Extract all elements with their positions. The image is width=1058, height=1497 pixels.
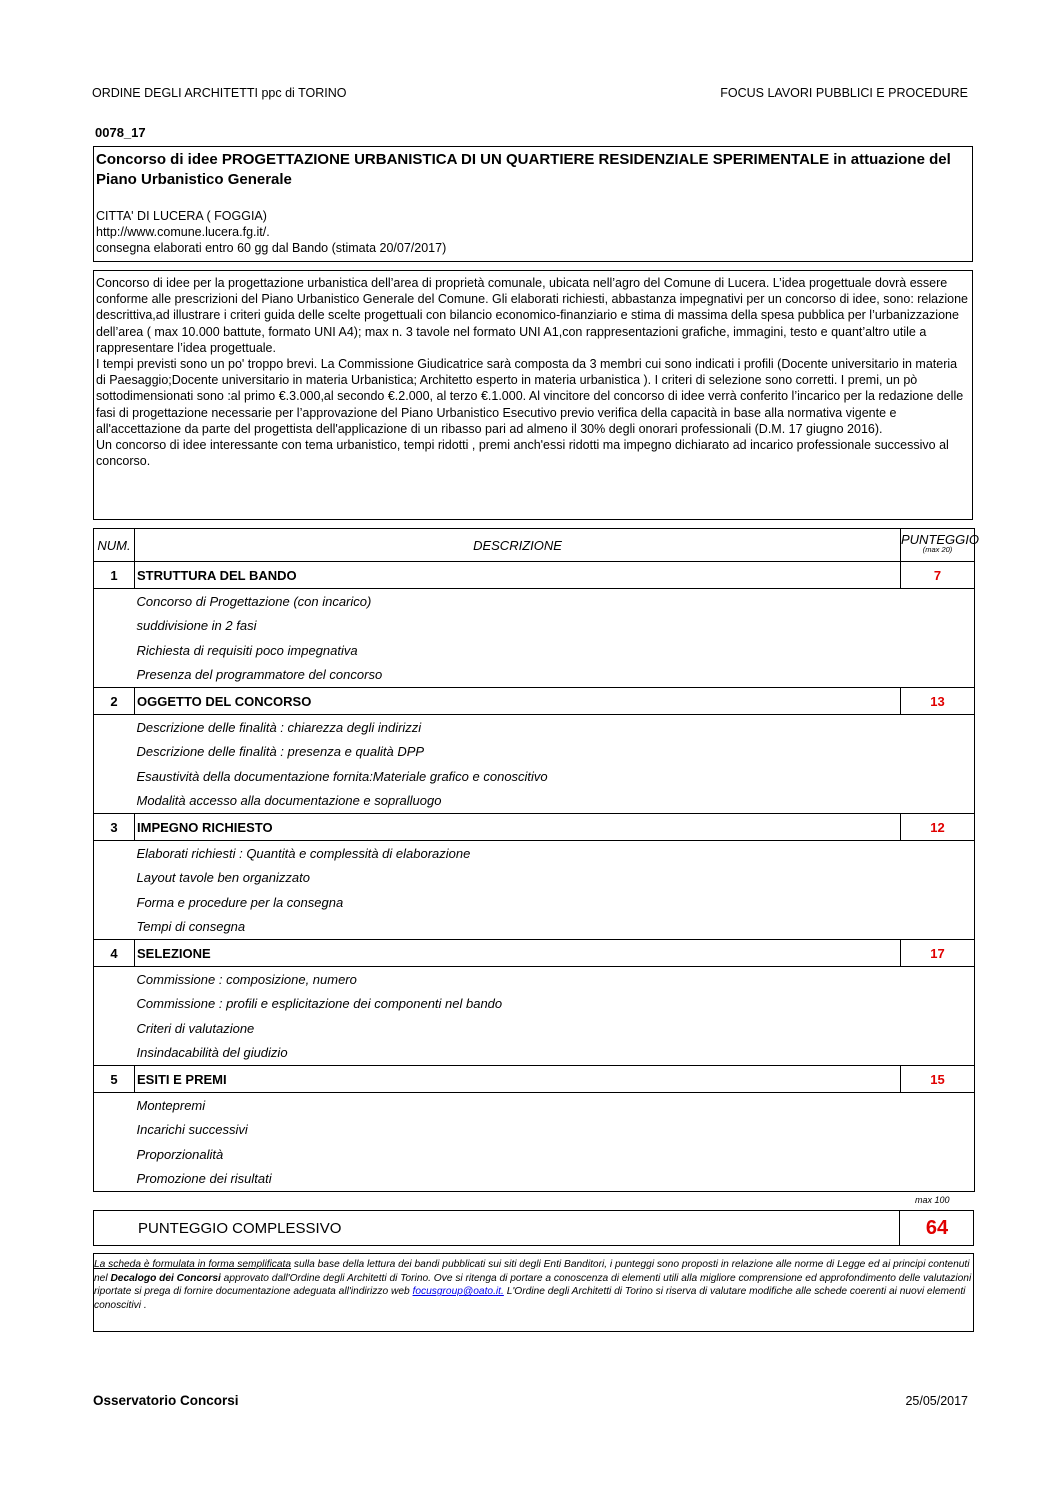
- criterion-text: Richiesta di requisiti poco impegnativa: [136, 642, 358, 658]
- criterion-score-cell: [901, 789, 975, 814]
- criterion-row: [94, 841, 975, 866]
- criterion-text: suddivisione in 2 fasi: [136, 618, 257, 634]
- criterion-row: [94, 967, 975, 992]
- disclaimer-underlined: La scheda è formulata in forma semplificata: [94, 1259, 292, 1270]
- criterion-spacer: [94, 589, 135, 614]
- criterion-row: [94, 715, 975, 740]
- header-left: ORDINE DEGLI ARCHITETTI ppc di TORINO: [92, 86, 347, 100]
- criterion-score-cell: [901, 967, 975, 992]
- col-desc-header: DESCRIZIONE: [135, 529, 901, 562]
- criterion-score-cell: [901, 589, 975, 614]
- disclaimer-box: [93, 1253, 974, 1332]
- section-name: SELEZIONE: [135, 940, 901, 967]
- criterion-text: Tempi di consegna: [136, 919, 246, 935]
- criterion-text: Elaborati richiesti : Quantità e complessità di elaborazione: [136, 845, 471, 861]
- criterion-text: Forma e procedure per la consegna: [136, 894, 344, 910]
- criterion-score-cell: [901, 1118, 975, 1143]
- competition-info: [96, 208, 446, 256]
- criterion-spacer: [94, 992, 135, 1017]
- criterion-row: [94, 1016, 975, 1041]
- criterion-score-cell: [901, 1041, 975, 1066]
- criterion-row: [94, 638, 975, 663]
- competition-title: Concorso di idee PROGETTAZIONE URBANISTICA DI UN QUARTIERE RESIDENZIALE SPERIMENTALE in attuazione del Piano Urbanistico Generale: [96, 151, 951, 188]
- criterion-score-cell: [901, 740, 975, 765]
- criterion-row: [94, 789, 975, 814]
- section-score: 13: [901, 688, 975, 715]
- criterion-row: [94, 1093, 975, 1118]
- criterion-score-cell: [901, 715, 975, 740]
- criterion-spacer: [94, 866, 135, 891]
- table-header-row: [94, 529, 975, 562]
- criterion-spacer: [94, 740, 135, 765]
- col-score-title: PUNTEGGIO: [901, 532, 980, 547]
- section-number: 2: [94, 688, 135, 715]
- criterion-text: Presenza del programmatore del concorso: [136, 667, 383, 683]
- criterion-score-cell: [901, 890, 975, 915]
- section-number: 5: [94, 1066, 135, 1093]
- criterion-spacer: [94, 1016, 135, 1041]
- total-label: PUNTEGGIO COMPLESSIVO: [138, 1220, 342, 1237]
- criterion-row: [94, 589, 975, 614]
- criterion-score-cell: [901, 1167, 975, 1192]
- section-score: 12: [901, 814, 975, 841]
- criterion-text: Commissione : profili e esplicitazione dei componenti nel bando: [136, 996, 503, 1012]
- criterion-text: Modalità accesso alla documentazione e sopralluogo: [136, 793, 442, 809]
- criterion-score-cell: [901, 614, 975, 639]
- criterion-spacer: [94, 1041, 135, 1066]
- score-table: [93, 528, 980, 1192]
- footer-date: 25/05/2017: [905, 1394, 968, 1408]
- decalogo-reference: Decalogo dei Concorsi: [110, 1272, 221, 1284]
- disclaimer-part: sulla base della lettura dei bandi pubblicati sui siti degli Enti Banditori, i punteggi sono proposti in relazione alle norme di Legge ed ai principi contenuti nel: [94, 1259, 970, 1284]
- section-row: [94, 688, 975, 715]
- criterion-spacer: [94, 638, 135, 663]
- section-row: [94, 1066, 975, 1093]
- criterion-row: [94, 915, 975, 940]
- section-score: 7: [901, 562, 975, 589]
- section-number: 1: [94, 562, 135, 589]
- description-box: [93, 270, 973, 520]
- section-number: 4: [94, 940, 135, 967]
- criterion-text: Descrizione delle finalità : chiarezza degli indirizzi: [136, 719, 422, 735]
- document-code: 0078_17: [95, 125, 146, 140]
- criterion-row: [94, 663, 975, 688]
- total-box: [93, 1210, 974, 1246]
- disclaimer-part: L'Ordine degli Architetti di Torino si riserva di valutare modifiche alle schede coerenti ai nuovi elementi conoscitivi .: [94, 1286, 966, 1311]
- col-score-header: [901, 529, 980, 562]
- footer-left: Osservatorio Concorsi: [93, 1393, 239, 1408]
- criterion-spacer: [94, 1118, 135, 1143]
- section-name: STRUTTURA DEL BANDO: [135, 562, 901, 589]
- max-label: max 100: [915, 1195, 950, 1205]
- criterion-score-cell: [901, 992, 975, 1017]
- criterion-row: [94, 1142, 975, 1167]
- entity-name: CITTA' DI LUCERA ( FOGGIA): [96, 209, 267, 223]
- criterion-text: Commissione : composizione, numero: [136, 971, 357, 987]
- criterion-spacer: [94, 1142, 135, 1167]
- criterion-row: [94, 1167, 975, 1192]
- criterion-row: [94, 890, 975, 915]
- section-name: IMPEGNO RICHIESTO: [135, 814, 901, 841]
- section-row: [94, 940, 975, 967]
- criterion-text: Criteri di valutazione: [136, 1020, 255, 1036]
- criterion-row: [94, 992, 975, 1017]
- criterion-text: Insindacabilità del giudizio: [136, 1045, 288, 1061]
- description-paragraph: I tempi previsti sono un po' troppo brevi. La Commissione Giudicatrice sarà composta da 3 membri cui sono indicati i profili (Docente universitario in materia di Paesaggio;Docente universitario in materia Urbanistica; Architetto esperto in materia urbanistica ). I criteri di selezione sono corretti. I premi, un pò sottodimensionati sono :al primo €.3.000,al secondo €.2.000, al terzo €.1.000. Al vincitore del concorso di idee verrà conferito l’incarico per la redazione delle fasi di progettazione necessarie per l’approvazione del Piano Urbanistico Esecutivo previo verifica della capacità in base alla normativa vigente e all'accettazione da parte del progettista dell'applicazione di un ribasso pari ad almeno il 30% degli onorari professionali (D.M. 17 giugno 2016).: [96, 357, 964, 436]
- title-box: [93, 146, 973, 262]
- criterion-row: [94, 740, 975, 765]
- criterion-row: [94, 866, 975, 891]
- criterion-spacer: [94, 614, 135, 639]
- criterion-row: [94, 1041, 975, 1066]
- criterion-spacer: [94, 715, 135, 740]
- section-score: 15: [901, 1066, 975, 1093]
- total-score: 64: [899, 1210, 974, 1246]
- criterion-score-cell: [901, 663, 975, 688]
- criterion-text: Montepremi: [136, 1097, 206, 1113]
- header-right: FOCUS LAVORI PUBBLICI E PROCEDURE: [720, 86, 968, 100]
- section-score: 17: [901, 940, 975, 967]
- criterion-spacer: [94, 1167, 135, 1192]
- criterion-text: Descrizione delle finalità : presenza e qualità DPP: [136, 744, 425, 760]
- criterion-text: Promozione dei risultati: [135, 1167, 901, 1192]
- criterion-score-cell: [901, 764, 975, 789]
- criterion-row: [94, 764, 975, 789]
- criterion-spacer: [94, 663, 135, 688]
- criterion-score-cell: [901, 1093, 975, 1118]
- criterion-score-cell: [901, 915, 975, 940]
- criterion-spacer: [94, 967, 135, 992]
- criterion-score-cell: [901, 866, 975, 891]
- description: [96, 275, 970, 469]
- section-number: 3: [94, 814, 135, 841]
- criterion-score-cell: [901, 1142, 975, 1167]
- criterion-text: Concorso di Progettazione (con incarico): [136, 593, 372, 609]
- criterion-row: [94, 614, 975, 639]
- disclaimer-part: approvato dall'Ordine degli Architetti di Torino. Ove si ritenga di portare a conoscenza di elementi utili alla migliore comprensione ed approfondimento delle valutazioni riportate si prega di fornire documentazione adeguata all'indirizzo web: [94, 1272, 972, 1298]
- entity-url[interactable]: http://www.comune.lucera.fg.it/.: [96, 225, 270, 239]
- section-row: [94, 814, 975, 841]
- disclaimer-text: [94, 1258, 972, 1312]
- deadline: consegna elaborati entro 60 gg dal Bando (stimata 20/07/2017): [96, 241, 447, 255]
- criterion-score-cell: [901, 841, 975, 866]
- col-score-max: (max 20): [922, 545, 953, 554]
- email-link[interactable]: focusgroup@oato.it.: [412, 1286, 504, 1298]
- section-name: ESITI E PREMI: [135, 1066, 901, 1093]
- criterion-row: [94, 1118, 975, 1143]
- criterion-text: Proporzionalità: [136, 1146, 224, 1162]
- criterion-spacer: [94, 789, 135, 814]
- col-num-header: NUM.: [94, 529, 135, 562]
- criterion-text: Incarichi successivi: [136, 1122, 248, 1138]
- description-paragraph: Un concorso di idee interessante con tema urbanistico, tempi ridotti , premi anch'essi ridotti ma impegno dichiarato ad incarico professionale successivo al concorso.: [96, 438, 949, 469]
- criterion-spacer: [94, 915, 135, 940]
- criterion-text: Esaustività della documentazione fornita:Materiale grafico e conoscitivo: [136, 768, 548, 784]
- description-paragraph: Concorso di idee per la progettazione urbanistica dell’area di proprietà comunale, ubicata nell’agro del Comune di Lucera. L’idea progettuale dovrà essere conforme alle prescrizioni del Piano Urbanistico Generale del Comune. Gli elaborati richiesti, abbastanza impegnativi per un concorso di idee, sono: relazione descrittiva,ad illustrare i criteri guida delle scelte progettuali con bilancio economico-finanziario e stima di massima della spesa pubblica per l’urbanizzazione dell’area ( max 10.000 battute, formato UNI A4); max n. 3 tavole nel formato UNI A1,con rappresentazioni grafiche, immagini, testo e quant’altro utile a rappresentare l’idea progettuale.: [96, 276, 968, 355]
- criterion-spacer: [94, 890, 135, 915]
- criterion-spacer: [94, 764, 135, 789]
- criterion-score-cell: [901, 638, 975, 663]
- criterion-spacer: [94, 1093, 135, 1118]
- section-row: [94, 562, 975, 589]
- criterion-text: Layout tavole ben organizzato: [136, 870, 310, 886]
- criterion-spacer: [94, 841, 135, 866]
- criterion-score-cell: [901, 1016, 975, 1041]
- section-name: OGGETTO DEL CONCORSO: [135, 688, 901, 715]
